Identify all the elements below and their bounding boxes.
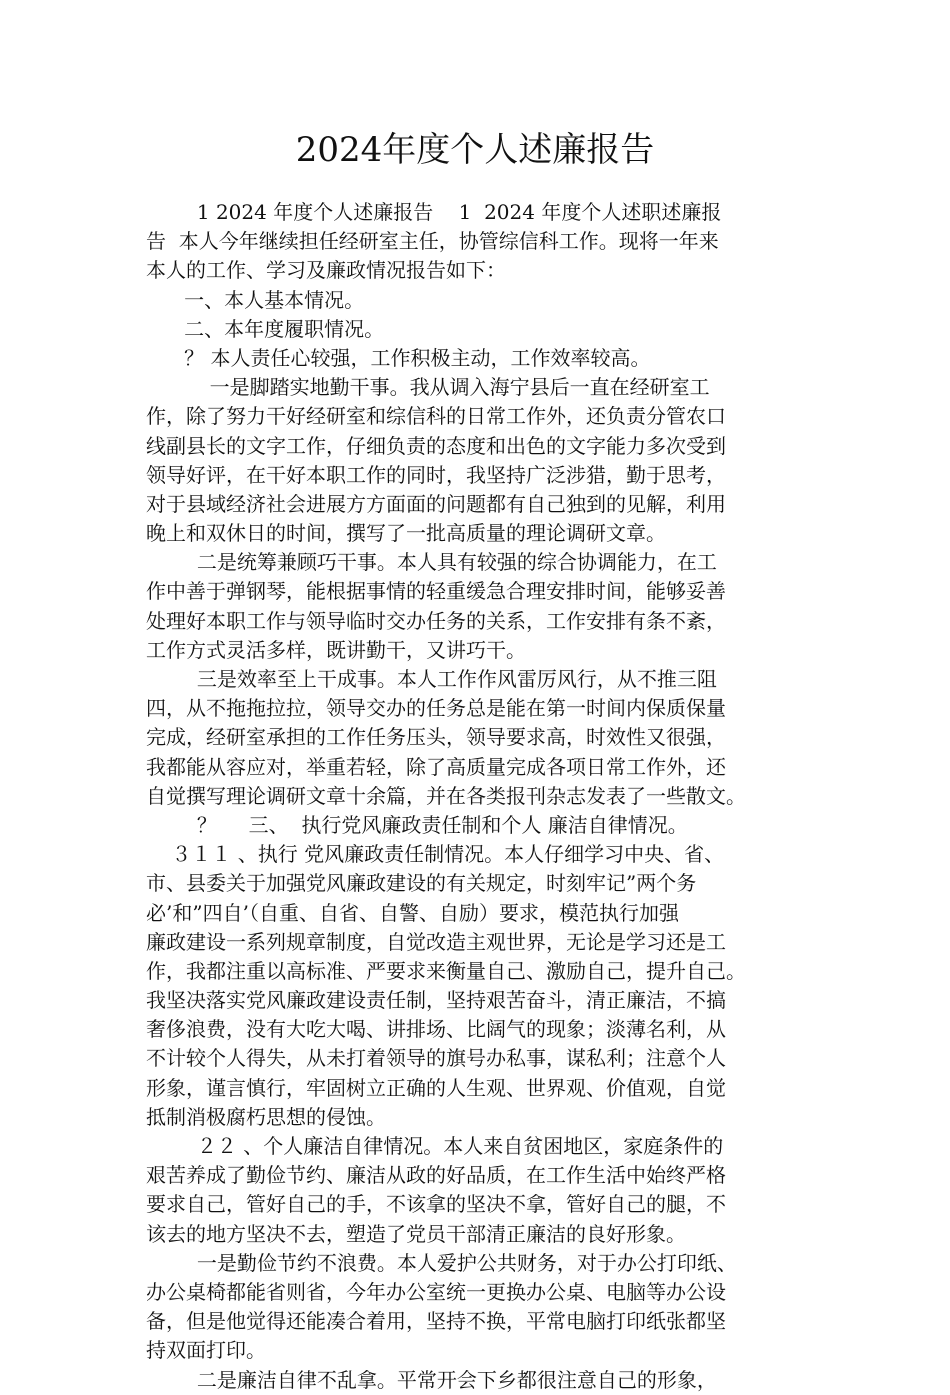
body-line: ３１１ 、执行 党风廉政责任制情况。本人仔细学习中央、省、 [146, 842, 725, 867]
body-line: 作中善于弹钢琴，能根据事情的轻重缓急合理安排时间，能够妥善 [146, 579, 726, 604]
body-line: 持双面打印。 [146, 1338, 266, 1363]
body-line: 一、本人基本情况。 [146, 287, 365, 312]
body-line: 我都能从容应对，举重若轻，除了高质量完成各项日常工作外，还 [146, 754, 726, 779]
body-line: 二是廉洁自律不乱拿。平常开会下乡都很注意自己的形象， [146, 1367, 717, 1392]
body-line: 备，但是他觉得还能凑合着用，坚持不换，平常电脑打印纸张都坚 [146, 1309, 726, 1334]
body-line: 该去的地方坚决不去，塑造了党员干部清正廉洁的良好形象。 [146, 1221, 686, 1246]
body-line: 形象，谨言慎行，牢固树立正确的人生观、世界观、价值观，自觉 [146, 1075, 726, 1100]
body-line: 必’和”四自’（自重、自省、自警、自励）要求，模范执行加强 [146, 900, 679, 925]
body-line: 廉政建设一系列规章制度，自觉改造主观世界，无论是学习还是工 [146, 929, 726, 954]
body-line: 抵制消极腐朽思想的侵蚀。 [146, 1104, 386, 1129]
body-line: 工作方式灵活多样，既讲勤干，又讲巧干。 [146, 637, 526, 662]
body-line: 自觉撰写理论调研文章十余篇，并在各类报刊杂志发表了一些散文。 [146, 783, 746, 808]
body-line: 一是脚踏实地勤干事。我从调入海宁县后一直在经研室工 [146, 375, 710, 400]
body-line: 1 2024 年度个人述廉报告 1 2024 年度个人述职述廉报 [146, 200, 722, 224]
body-line: 作，除了努力干好经研室和综信科的日常工作外，还负责分管农口 [146, 404, 726, 429]
body-line: ？ 本人责任心较强，工作积极主动，工作效率较高。 [146, 345, 651, 370]
body-line: 三是效率至上干成事。本人工作作风雷厉风行，从不推三阻 [146, 667, 717, 691]
body-line: 艰苦养成了勤俭节约、廉洁从政的好品质，在工作生活中始终严格 [146, 1163, 726, 1188]
document-title: 2024年度个人述廉报告 [295, 130, 655, 170]
body-line: 作，我都注重以高标准、严要求来衡量自己、激励自己，提升自己。 [146, 958, 746, 983]
body-line: 二是统筹兼顾巧干事。本人具有较强的综合协调能力，在工 [146, 550, 717, 575]
body-line: 奢侈浪费，没有大吃大喝、讲排场、比阔气的现象；淡薄名利，从 [146, 1017, 726, 1042]
body-line: 线副县长的文字工作，仔细负责的态度和出色的文字能力多次受到 [146, 433, 726, 458]
body-line: 我坚决落实党风廉政建设责任制，坚持艰苦奋斗，清正廉洁，不搞 [146, 988, 726, 1013]
body-line: 不计较个人得失，从未打着领导的旗号办私事，谋私利；注意个人 [146, 1046, 726, 1071]
body-line: ２２ 、个人廉洁自律情况。本人来自贫困地区，家庭条件的 [146, 1134, 724, 1158]
document-body [146, 198, 814, 1395]
body-line: 对于县域经济社会进展方方面面的问题都有自己独到的见解，利用 [146, 491, 726, 516]
body-line: 二、本年度履职情况。 [146, 316, 385, 341]
body-line: 告 本人今年继续担任经研室主任，协管综信科工作。现将一年来 [146, 229, 719, 254]
body-line: 处理好本职工作与领导临时交办任务的关系，工作安排有条不紊， [146, 608, 726, 633]
body-line: 市、县委关于加强党风廉政建设的有关规定，时刻牢记”两个务 [146, 871, 697, 896]
body-line: ？ 三、 执行党风廉政责任制和个人 廉洁自律情况。 [146, 812, 688, 837]
body-line: 一是勤俭节约不浪费。本人爱护公共财务，对于办公打印纸、 [146, 1250, 737, 1275]
body-line: 四，从不拖拖拉拉，领导交办的任务总是能在第一时间内保质保量 [146, 696, 726, 721]
body-line: 领导好评，在干好本职工作的同时，我坚持广泛涉猎，勤于思考， [146, 462, 726, 487]
body-line: 完成，经研室承担的工作任务压头，领导要求高，时效性又很强， [146, 725, 726, 750]
body-line: 办公桌椅都能省则省，今年办公室统一更换办公桌、电脑等办公设 [146, 1279, 726, 1304]
body-line: 要求自己，管好自己的手，不该拿的坚决不拿，管好自己的腿，不 [146, 1192, 726, 1217]
body-line: 本人的工作、学习及廉政情况报告如下： [146, 258, 506, 283]
body-line: 晚上和双休日的时间，撰写了一批高质量的理论调研文章。 [146, 521, 666, 546]
